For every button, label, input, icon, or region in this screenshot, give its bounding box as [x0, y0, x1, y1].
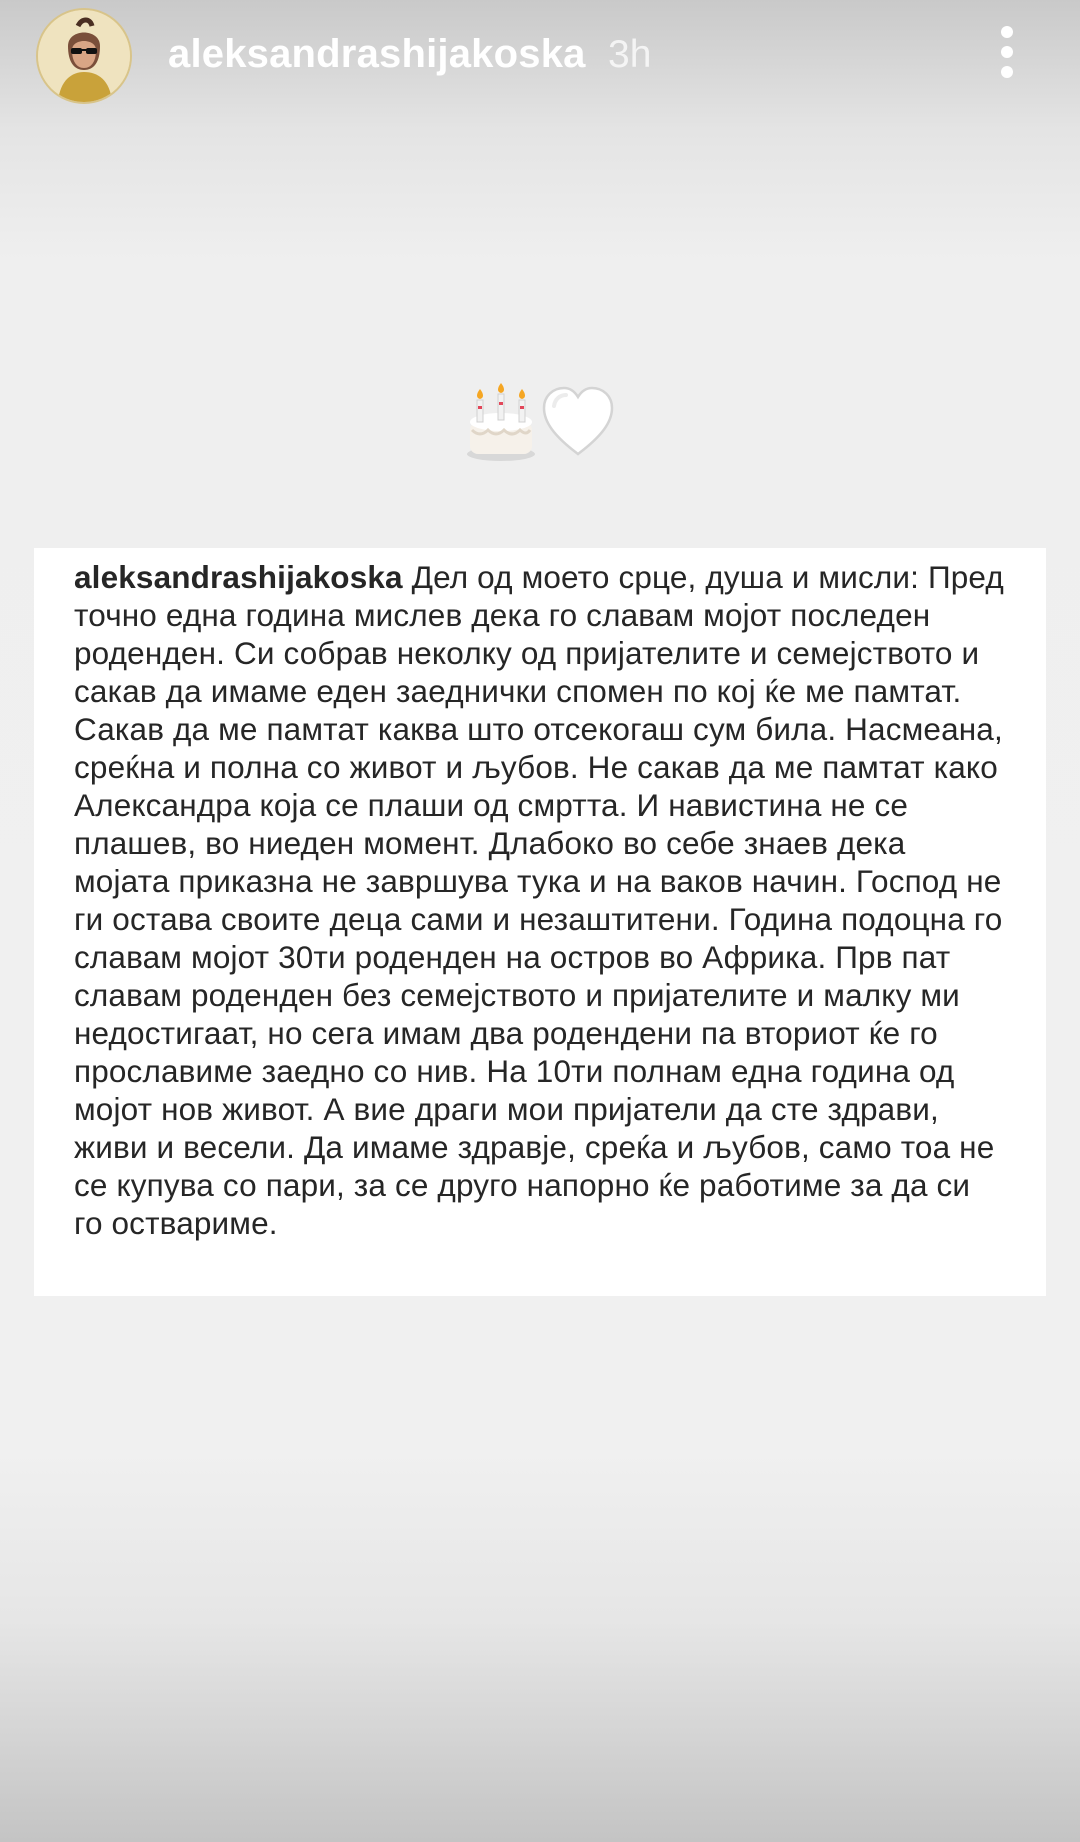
avatar-photo-icon: [38, 10, 130, 102]
birthday-cake-icon: [464, 382, 538, 462]
more-vertical-icon: [1001, 26, 1013, 38]
caption-body: Дел од моето срце, душа и мисли: Пред точно една година мислев дека го славам мојот последен роденден. Си собрав неколку од пријателите и семејството и сакав да имаме еден заеднички спомен по кој ќе ме памтат. Сакав да ме памтат каква што отсекогаш сум била. Насмеана, среќна и полна со живот и љубов. Не сакав да ме памтат како Александра која се плаши од смртта. И навистина не се плашев, во ниеден момент. Длабоко во себе знаев дека мојата приказна не завршува тука и на ваков начин. Господ не ги остава своите деца сами и незаштитени. Година подоцна го славам мојот 30ти роденден на остров во Африка. Прв пат славам роденден без семејството и пријателите и малку ми недостигаат, но сега имам два родендени па вториот ќе го прославиме заедно со нив. На 10ти полнам една година од мојот нов живот. А вие драги мои пријатели да сте здрави, живи и весели. Да имаме здравје, среќа и љубов, само тоа не се купува со пари, за се друго напорно ќе работиме за да си го оствариме.: [74, 559, 1004, 1241]
story-timestamp: 3h: [608, 33, 652, 76]
caption-text: [74, 558, 1006, 1242]
more-vertical-icon: [1001, 46, 1013, 58]
more-vertical-icon: [1001, 66, 1013, 78]
caption-username[interactable]: aleksandrashijakoska: [74, 559, 403, 595]
white-heart-icon: [540, 384, 616, 460]
emoji-sticker: [464, 382, 614, 464]
avatar[interactable]: [36, 8, 132, 104]
story-header: [0, 0, 1080, 120]
caption-card: [34, 548, 1046, 1296]
story-username[interactable]: aleksandrashijakoska: [168, 32, 586, 76]
more-options-button[interactable]: [990, 22, 1024, 82]
